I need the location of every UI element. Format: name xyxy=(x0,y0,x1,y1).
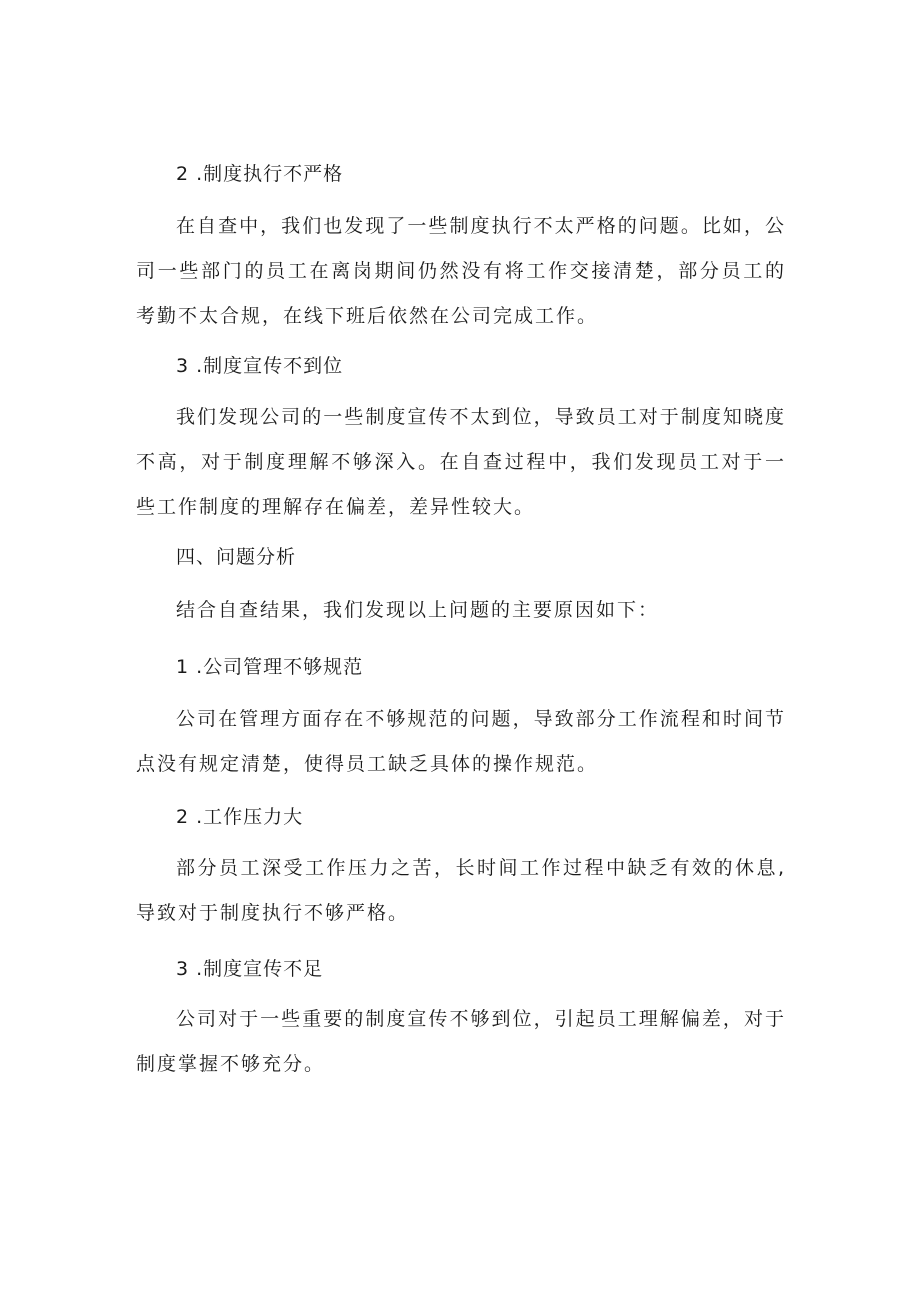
cause-heading-1: 1 .公司管理不够规范 xyxy=(176,656,364,678)
section-paragraph-3: 我们发现公司的一些制度宣传不太到位，导致员工对于制度知晓度不高，对于制度理解不够深入。在自查过程中，我们发现员工对于一些工作制度的理解存在偏差，差异性较大。 xyxy=(136,406,786,518)
chapter-heading-4: 四、问题分析 xyxy=(176,546,297,568)
cause-paragraph-2: 部分员工深受工作压力之苦，长时间工作过程中缺乏有效的休息,导致对于制度执行不够严格。 xyxy=(136,857,786,924)
cause-paragraph-1: 公司在管理方面存在不够规范的问题，导致部分工作流程和时间节点没有规定清楚，使得员工缺乏具体的操作规范。 xyxy=(136,708,786,775)
section-paragraph-2: 在自查中，我们也发现了一些制度执行不太严格的问题。比如，公司一些部门的员工在离岗期间仍然没有将工作交接清楚，部分员工的考勤不太合规，在线下班后依然在公司完成工作。 xyxy=(136,215,786,327)
cause-paragraph-3: 公司对于一些重要的制度宣传不够到位，引起员工理解偏差，对于制度掌握不够充分。 xyxy=(136,1008,786,1075)
cause-heading-2: 2 .工作压力大 xyxy=(176,806,304,828)
section-heading-3: 3 .制度宣传不到位 xyxy=(176,355,344,377)
chapter-intro-paragraph: 结合自查结果，我们发现以上问题的主要原因如下： xyxy=(176,599,660,621)
cause-heading-3: 3 .制度宣传不足 xyxy=(176,958,324,980)
section-heading-2: 2 .制度执行不严格 xyxy=(176,163,344,185)
